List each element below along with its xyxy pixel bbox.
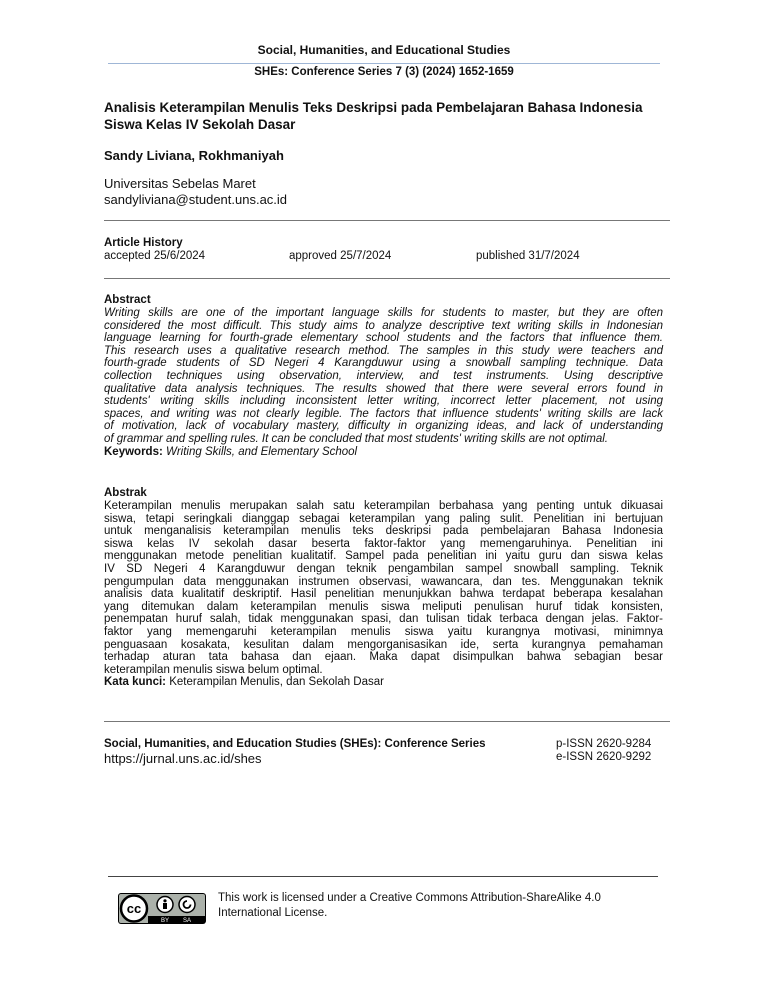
keywords-label: Keywords: — [104, 445, 163, 458]
cc-by-sa-badge[interactable] — [118, 893, 206, 924]
abstrak-line: untuk menganalisis keterampilan menulis teks deskripsi pada pembelajaran Bahasa Indonesia — [104, 525, 663, 538]
license-line: International License. — [218, 907, 328, 919]
license-text — [218, 891, 668, 921]
abstract-line: collection techniques using observation, interview, and test instruments. Using descriptive — [104, 369, 663, 382]
divider — [104, 278, 670, 279]
sa-label: SA — [182, 918, 192, 924]
abstrak-body — [104, 500, 663, 689]
abstract-line: language learning for fourth-grade elementary school students and the factors that influence them. — [104, 332, 663, 345]
abstrak-keywords — [104, 676, 663, 689]
affiliation: Universitas Sebelas Maret — [104, 176, 256, 191]
author-email: sandyliviana@student.uns.ac.id — [104, 192, 288, 207]
series-citation: SHEs: Conference Series 7 (3) (2024) 1652-1659 — [254, 66, 514, 78]
affiliation-block — [104, 176, 287, 208]
p-issn: p-ISSN 2620-9284 — [556, 738, 652, 750]
cc-icon-label: cc — [126, 901, 142, 916]
abstract-line: of grammar and spelling rules. It can be concluded that most students' writing skills are not optimal. — [104, 432, 608, 445]
abstrak-line: penempatan huruf salah, tidak menggunakan spasi, dan tulisan tidak terbaca dengan jelas. Faktor- — [104, 613, 663, 626]
abstract-line: This research uses a qualitative research method. The samples in this study were teachers and — [104, 344, 663, 357]
abstract-line: spaces, and writing was not clearly legible. The factors that influence students' writing skills are lack — [104, 407, 663, 420]
abstrak-line: siswa kelas IV sekolah dasar beserta faktor-faktor yang memengaruhinya. Penelitian ini — [104, 537, 663, 550]
abstrak-line: yang ditemukan dalam keterampilan menulis siswa meliputi penulisan huruf tidak konsisten, — [104, 600, 663, 613]
cc-by-sa-badge-graphic — [118, 893, 206, 924]
journal-name: Social, Humanities, and Educational Studies — [257, 43, 511, 57]
abstract-line: students' writing skills including inconsistent letter writing, incorrect letter placement, not using — [104, 395, 663, 408]
divider — [104, 220, 670, 221]
article-title — [104, 99, 674, 133]
e-issn: e-ISSN 2620-9292 — [556, 751, 652, 763]
accepted-date: accepted 25/6/2024 — [104, 250, 206, 262]
abstract-keywords — [104, 446, 663, 459]
license-divider — [108, 876, 658, 877]
abstrak-line: faktor yang memengaruhi keterampilan menulis siswa yaitu kurangnya motivasi, minimnya — [104, 625, 663, 638]
abstrak-heading: Abstrak — [104, 487, 147, 499]
approved-date: approved 25/7/2024 — [289, 250, 392, 262]
kata-kunci-label: Kata kunci: — [104, 676, 166, 689]
abstrak-line: pengumpulan data menggunakan instrumen observasi, wawancara, dan tes. Menggunakan teknik — [104, 575, 663, 588]
abstrak-line: terhadap aturan tata bahasa dan ejaan. Maka dapat disimpulkan bahwa sebagian besar — [104, 651, 663, 664]
abstract-line: considered the most difficult. This study aims to analyze descriptive text writing skills in Indonesian — [104, 319, 663, 332]
kata-kunci-text: Keterampilan Menulis, dan Sekolah Dasar — [169, 676, 384, 689]
abstrak-line: menggunakan metode penelitian kualitatif. Sampel pada penelitian ini yaitu guru dan siswa kelas — [104, 550, 663, 563]
abstract-line: Writing skills are one of the important language skills for students to master, but they are often — [104, 307, 663, 319]
authors: Sandy Liviana, Rokhmaniyah — [104, 148, 284, 163]
abstract-line: fourth-grade students of SD Negeri 4 Karangduwur using a snowball sampling technique. Data — [104, 357, 663, 370]
abstrak-line: siswa, tetapi seringkali dianggap sebagai keterampilan yang paling sulit. Penelitian ini bertujuan — [104, 512, 663, 525]
by-label: BY — [160, 918, 170, 924]
published-date: published 31/7/2024 — [476, 250, 580, 262]
license-line: This work is licensed under a Creative Commons Attribution-ShareAlike 4.0 — [218, 892, 601, 904]
abstrak-line: keterampilan menulis siswa belum optimal. — [104, 663, 323, 676]
abstract-body — [104, 307, 663, 458]
article-title-line: Siswa Kelas IV Sekolah Dasar — [104, 117, 296, 132]
article-title-line: Analisis Keterampilan Menulis Teks Deskripsi pada Pembelajaran Bahasa Indonesia — [104, 100, 643, 115]
abstract-line: of motivation, lack of vocabulary mastery, difficulty in organizing ideas, and lack of understanding — [104, 420, 663, 433]
abstract-heading: Abstract — [104, 294, 151, 306]
sa-share-icon — [179, 897, 195, 913]
abstrak-line: penguasaan kosakata, kesulitan dalam mengorganisasikan ide, serta kurangnya pemahaman — [104, 638, 663, 651]
keywords-text: Writing Skills, and Elementary School — [166, 445, 358, 458]
abstrak-line: IV SD Negeri 4 Karangduwur dengan teknik pengambilan sampel snowball sampling. Teknik — [104, 562, 663, 575]
abstrak-line: Keterampilan menulis merupakan salah satu keterampilan berbahasa yang penting untuk dikuasai — [104, 500, 663, 512]
header-divider — [108, 63, 660, 64]
article-history-heading: Article History — [104, 237, 183, 249]
journal-url-link[interactable]: https://jurnal.uns.ac.id/shes — [104, 751, 262, 766]
footer-series-name: Social, Humanities, and Education Studies (SHEs): Conference Series — [104, 738, 486, 750]
abstract-line: qualitative data analysis techniques. The results showed that there were several errors found in — [104, 382, 663, 395]
abstrak-line: analisis data kualitatif deskriptif. Hasil penelitian menunjukkan bahwa terdapat beberapa kesalahan — [104, 588, 663, 601]
divider — [104, 721, 670, 722]
